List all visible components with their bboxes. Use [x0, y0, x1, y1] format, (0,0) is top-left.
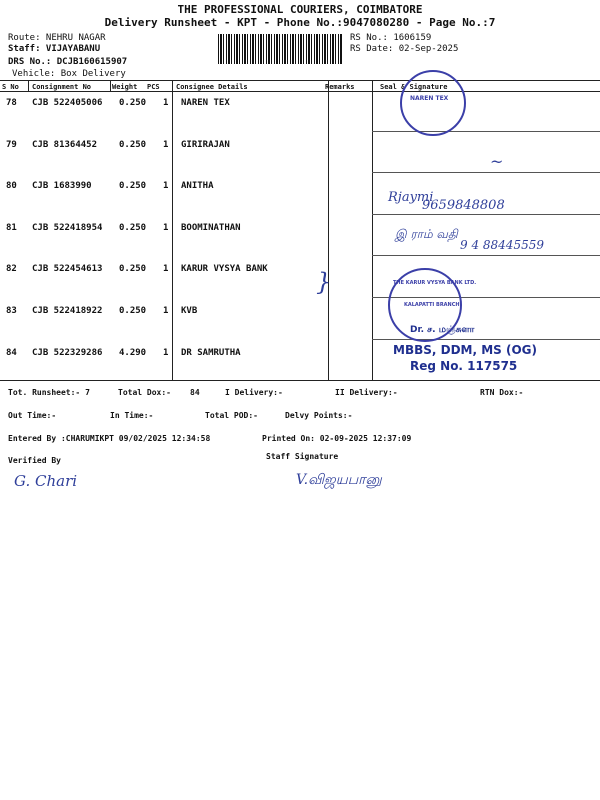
row-pcs: 1 — [163, 181, 169, 191]
doctor-stamp-line2: Reg No. 117575 — [410, 359, 518, 373]
i-delivery: I Delivery:- — [225, 388, 283, 397]
row-weight: 0.250 — [119, 181, 147, 191]
doctor-stamp-tamil: Dr. ச. மஞ்சுளா — [410, 325, 475, 335]
row81-phone: 9 4 88445559 — [460, 238, 544, 252]
kvb-signature: } — [316, 268, 332, 296]
row-pcs: 1 — [163, 306, 169, 316]
row-consignee: GIRIRAJAN — [181, 140, 230, 150]
col-weight: Weight — [112, 83, 138, 91]
delvy-points: Delvy Points:- — [285, 411, 353, 420]
barcode — [218, 34, 343, 64]
verified-signature: G. Chari — [14, 472, 78, 490]
col-remarks: Remarks — [325, 83, 355, 91]
row-sno: 83 — [6, 306, 17, 316]
total-pod: Total POD:- — [205, 411, 258, 420]
row-consignment: CJB 1683990 — [32, 181, 92, 191]
rs-number: RS No.: 1606159 — [350, 33, 432, 43]
row-consignment: CJB 81364452 — [32, 140, 98, 150]
naren-stamp-text: NAREN TEX — [410, 95, 449, 102]
col-pcs: PCS — [147, 83, 160, 91]
row-sno: 79 — [6, 140, 17, 150]
row-weight: 4.290 — [119, 348, 147, 358]
verified-by: Verified By — [8, 456, 61, 465]
row-consignee: DR SAMRUTHA — [181, 348, 241, 358]
col-consignee: Consignee Details — [176, 83, 248, 91]
row-pcs: 1 — [163, 264, 169, 274]
row-pcs: 1 — [163, 140, 169, 150]
entered-by: Entered By :CHARUMIKPT 09/02/2025 12:34:58 — [8, 434, 211, 443]
row-pcs: 1 — [163, 348, 169, 358]
row79-mark: ~ — [490, 152, 504, 171]
row-consignee: KARUR VYSYA BANK — [181, 264, 268, 274]
kvb-stamp-outer-text: THE KARUR VYSYA BANK LTD. — [393, 280, 477, 286]
row-weight: 0.250 — [119, 223, 147, 233]
row-weight: 0.250 — [119, 140, 147, 150]
staff-signature: V.விஜயபானு — [296, 472, 382, 488]
row-consignment: CJB 522454613 — [32, 264, 103, 274]
staff-label: Staff: VIJAYABANU — [8, 44, 101, 54]
row-consignment: CJB 522418954 — [32, 223, 103, 233]
staff-signature-label: Staff Signature — [266, 452, 339, 461]
row-consignee: NAREN TEX — [181, 98, 230, 108]
row-consignment: CJB 522405006 — [32, 98, 103, 108]
out-time: Out Time:- — [8, 411, 57, 420]
total-dox-label: Total Dox:- — [118, 388, 171, 397]
in-time: In Time:- — [110, 411, 154, 420]
total-dox-value: 84 — [190, 388, 200, 397]
row-consignee: BOOMINATHAN — [181, 223, 241, 233]
rtn-dox: RTN Dox:- — [480, 388, 524, 397]
row-consignee: ANITHA — [181, 181, 214, 191]
col-sno: S No — [2, 83, 19, 91]
row80-phone: 9659848808 — [422, 198, 505, 213]
row-weight: 0.250 — [119, 98, 147, 108]
naren-tex-stamp — [400, 70, 466, 136]
row80-sign: Rjaymi — [388, 190, 434, 205]
row-pcs: 1 — [163, 98, 169, 108]
col-consignment: Consignment No — [32, 83, 92, 91]
kvb-stamp-inner-text: KALAPATTI BRANCH — [404, 302, 460, 308]
row-consignee: KVB — [181, 306, 198, 316]
row-consignment: CJB 522329286 — [32, 348, 103, 358]
printed-on: Printed On: 02-09-2025 12:37:09 — [262, 434, 412, 443]
col-seal: Seal & Signature — [380, 83, 448, 91]
row-weight: 0.250 — [119, 306, 147, 316]
row-consignment: CJB 522418922 — [32, 306, 103, 316]
route-label: Route: NEHRU NAGAR — [8, 33, 106, 43]
row-sno: 84 — [6, 348, 17, 358]
row81-sign: இ ராம் வதி — [395, 227, 458, 241]
row-sno: 81 — [6, 223, 17, 233]
vehicle-label: Vehicle: Box Delivery — [12, 69, 126, 79]
row-weight: 0.250 — [119, 264, 147, 274]
doctor-stamp-line1: MBBS, DDM, MS (OG) — [393, 343, 537, 357]
runsheet-subtitle: Delivery Runsheet - KPT - Phone No.:9047080280 - Page No.:7 — [104, 16, 496, 29]
row-sno: 82 — [6, 264, 17, 274]
tot-runsheet: Tot. Runsheet:- 7 — [8, 388, 90, 397]
row-sno: 80 — [6, 181, 17, 191]
row-sno: 78 — [6, 98, 17, 108]
rs-date: RS Date: 02-Sep-2025 — [350, 44, 459, 54]
row-pcs: 1 — [163, 223, 169, 233]
drs-number: DRS No.: DCJB160615907 — [8, 57, 128, 67]
company-title: THE PROFESSIONAL COURIERS, COIMBATORE — [177, 3, 423, 16]
ii-delivery: II Delivery:- — [335, 388, 398, 397]
